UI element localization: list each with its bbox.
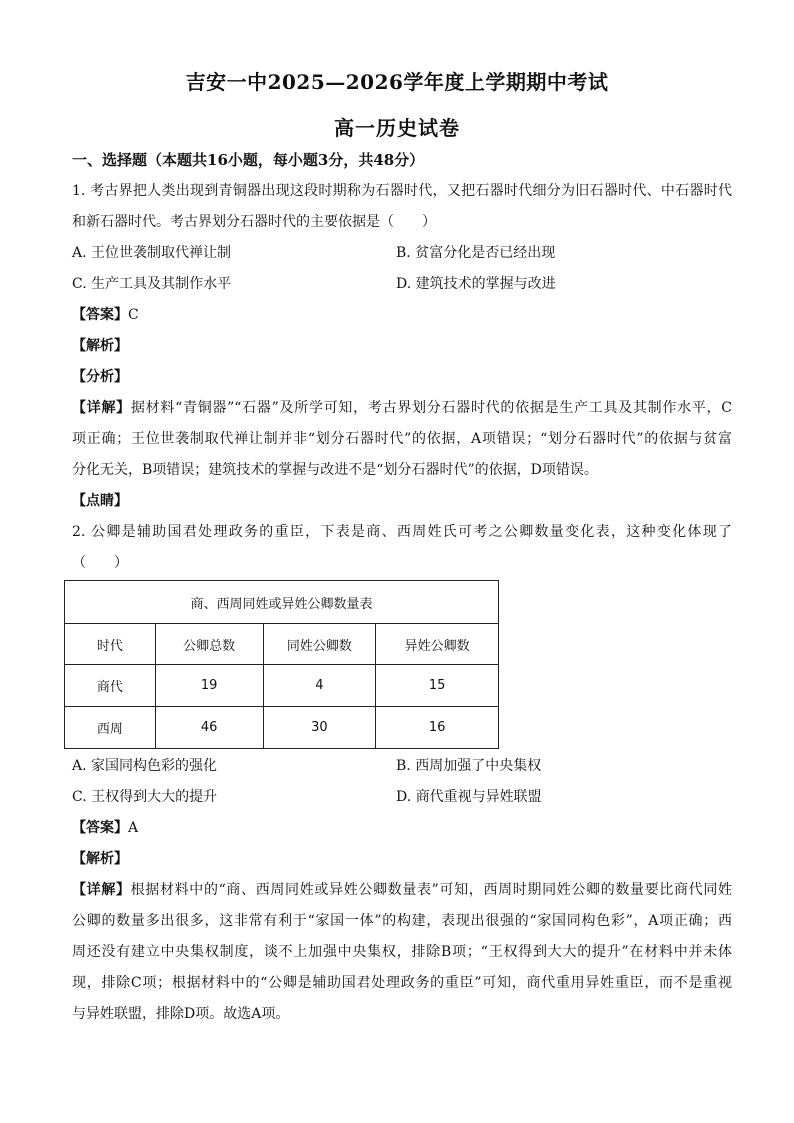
q1-fenxi-label: 【分析】 [72, 369, 128, 385]
q2-option-b: B. 西周加强了中央集权 [396, 758, 542, 774]
exam-subtitle: 高一历史试卷 [334, 116, 460, 140]
table-header-cell: 公卿总数 [155, 624, 263, 665]
q2-analysis-label: 【解析】 [72, 851, 128, 867]
q2-detail-line2: 公卿的数量多出很多，这非常有利于“家国一体”的构建，表现出很强的“家国同构色彩”，A项正确；西 [72, 913, 732, 929]
q2-answer [72, 818, 138, 838]
q1-answer-value: C [128, 307, 139, 323]
q1-stem-line1: 1. 考古界把人类出现到青铜器出现这段时期称为石器时代，又把石器时代细分为旧石器时代、中石器时代 [72, 183, 732, 199]
table-row [65, 665, 499, 707]
table-cell: 15 [376, 665, 499, 707]
q2-stem-line2: （ ） [72, 555, 128, 571]
q2-detail-label: 【详解】 [72, 882, 131, 898]
q2-detail-line4: 现，排除C项；根据材料中的“公卿是辅助国君处理政务的重臣”可知，商代重用异姓重臣，而不是重视 [72, 975, 732, 991]
q1-detail-line3: 分化无关，B项错误；建筑技术的掌握与改进不是“划分石器时代”的依据，D项错误。 [72, 462, 598, 478]
table-header-row [65, 624, 499, 665]
q1-detail-line1 [72, 398, 732, 418]
table-cell: 19 [155, 665, 263, 707]
q2-detail-line1 [72, 880, 732, 900]
table-cell: 商代 [65, 665, 156, 707]
q2-detail-line3: 周还没有建立中央集权制度，谈不上加强中央集权，排除B项；“王权得到大大的提升”在材料中并未体 [72, 944, 732, 960]
q1-answer-label: 【答案】 [72, 307, 128, 323]
q1-detail-label: 【详解】 [72, 400, 131, 416]
q1-dianjing-label: 【点睛】 [72, 493, 128, 509]
q2-detail-line5: 与异姓联盟，排除D项。故选A项。 [72, 1006, 290, 1022]
q2-answer-value: A [128, 820, 139, 836]
table-cell: 30 [263, 707, 376, 749]
q2-option-d: D. 商代重视与异姓联盟 [396, 789, 542, 805]
exam-title: 吉安一中2025—2026学年度上学期期中考试 [185, 70, 609, 94]
q1-detail-line2: 项正确；王位世袭制取代禅让制并非“划分石器时代”的依据，A项错误；“划分石器时代”的依据与贫富 [72, 431, 732, 447]
q1-stem-line2: 和新石器时代。考古界划分石器时代的主要依据是（ ） [72, 214, 436, 230]
table-row [65, 707, 499, 749]
section-heading: 一、选择题（本题共16小题，每小题3分，共48分） [72, 151, 425, 169]
table-header-cell: 同姓公卿数 [263, 624, 376, 665]
table-caption: 商、西周同姓或异姓公卿数量表 [65, 581, 499, 624]
q1-option-a: A. 王位世袭制取代禅让制 [72, 245, 232, 261]
q1-option-d: D. 建筑技术的掌握与改进 [396, 276, 556, 292]
table-cell: 16 [376, 707, 499, 749]
q1-answer [72, 305, 139, 325]
table-cell: 4 [263, 665, 376, 707]
q2-stem-line1: 2. 公卿是辅助国君处理政务的重臣，下表是商、西周姓氏可考之公卿数量变化表，这种变化体现了 [72, 524, 732, 540]
q2-option-a: A. 家国同构色彩的强化 [72, 758, 218, 774]
q1-analysis-label: 【解析】 [72, 338, 128, 354]
table-cell: 西周 [65, 707, 156, 749]
q2-option-c: C. 王权得到大大的提升 [72, 789, 218, 805]
table-header-cell: 异姓公卿数 [376, 624, 499, 665]
q2-detail-line1-text: 根据材料中的“商、西周同姓或异姓公卿数量表”可知，西周时期同姓公卿的数量要比商代同姓 [130, 882, 733, 898]
q2-answer-label: 【答案】 [72, 820, 128, 836]
table-header-cell: 时代 [65, 624, 156, 665]
q1-option-b: B. 贫富分化是否已经出现 [396, 245, 556, 261]
q1-option-c: C. 生产工具及其制作水平 [72, 276, 232, 292]
officials-table [64, 580, 499, 749]
table-cell: 46 [155, 707, 263, 749]
q1-detail-line1-text: 据材料“青铜器”“石器”及所学可知，考古界划分石器时代的依据是生产工具及其制作水平，C [130, 400, 732, 416]
